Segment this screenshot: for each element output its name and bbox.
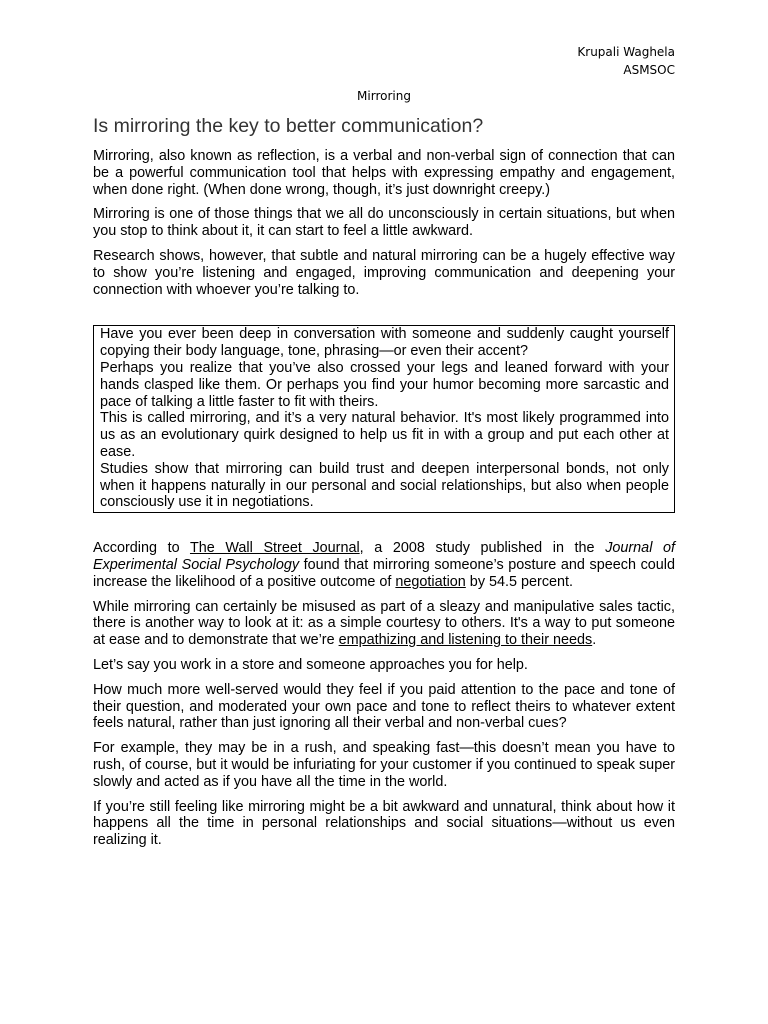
sales-text-2: . [592, 632, 597, 649]
callout-paragraph-2: Perhaps you realize that you’ve also crossed your legs and leaned forward with your hands clasped like them. Or perhaps you find your humor becoming more sarcastic and pace of talking a little faster to fit with theirs. [100, 359, 669, 410]
closing-paragraph-3: For example, they may be in a rush, and speaking fast—this doesn’t mean you have to rush, of course, but it would be infuriating for your customer if you continued to speak super slowly and acted as if you have all the time in the world. [93, 740, 675, 790]
wsj-paragraph [93, 540, 675, 590]
document-label: Mirroring [357, 89, 411, 103]
wall-street-journal-link[interactable]: The Wall Street Journal [189, 540, 360, 557]
closing-paragraph-1: Let’s say you work in a store and someone approaches you for help. [93, 656, 528, 673]
journal-title-italic: Journal of Experimental Social Psychology [93, 540, 676, 573]
sales-paragraph [93, 599, 675, 649]
intro-paragraph-3: Research shows, however, that subtle and natural mirroring can be a hugely effective way to show you’re listening and engaged, improving communication and deepening your connection with whoever you’re talking to. [93, 247, 675, 298]
document-header [577, 43, 675, 79]
article-title: Is mirroring the key to better communication? [93, 115, 484, 137]
intro-paragraph-2: Mirroring is one of those things that we all do unconsciously in certain situations, but when you stop to think about it, it can start to feel a little awkward. [93, 206, 675, 240]
closing-paragraph-4: If you’re still feeling like mirroring might be a bit awkward and unnatural, think about how it happens all the time in personal relationships and social situations—without us even realizing it. [93, 798, 675, 849]
wsj-text-1: According to [93, 540, 190, 557]
callout-paragraph-1: Have you ever been deep in conversation with someone and suddenly caught yourself copying their body language, tone, phrasing—or even their accent? [100, 326, 669, 360]
document-body [93, 114, 675, 857]
callout-paragraph-3: This is called mirroring, and it’s a very natural behavior. It's most likely programmed into us as an evolutionary quirk designed to help us fit in with a group and put each other at ease. [100, 410, 669, 460]
callout-paragraph-4: Studies show that mirroring can build trust and deepen interpersonal bonds, not only when it happens naturally in our personal and social relationships, but also when people consciously use it in negotiations. [100, 460, 669, 511]
callout-box [93, 325, 675, 513]
section-spacer [93, 306, 675, 325]
wsj-text-2: , a 2008 study published in the [359, 540, 606, 557]
empathizing-link[interactable]: empathizing and listening to their needs [338, 632, 593, 649]
organization-name: ASMSOC [623, 63, 675, 77]
author-name: Krupali Waghela [577, 45, 675, 59]
sales-text-1: While mirroring can certainly be misused as part of a sleazy and manipulative sales tactic, there is another way to look at it: as a simple courtesy to others. It's a way to put someone at ease and to demonstrate that we’re [93, 598, 675, 649]
closing-paragraph-2: How much more well-served would they feel if you paid attention to the pace and tone of their question, and moderated your own pace and tone to reflect theirs to whatever extent feels natural, rather than just ignoring all their verbal and non-verbal cues? [93, 681, 675, 732]
wsj-text-4: by 54.5 percent. [465, 573, 574, 590]
negotiation-link[interactable]: negotiation [395, 573, 466, 590]
intro-paragraph-1: Mirroring, also known as reflection, is a verbal and non-verbal sign of connection that can be a powerful communication tool that helps with expressing empathy and engagement, when done right. (When done wrong, though, it’s just downright creepy.) [93, 148, 675, 198]
wsj-text-3: found that mirroring someone’s posture and speech could increase the likelihood of a positive outcome of [93, 556, 675, 590]
